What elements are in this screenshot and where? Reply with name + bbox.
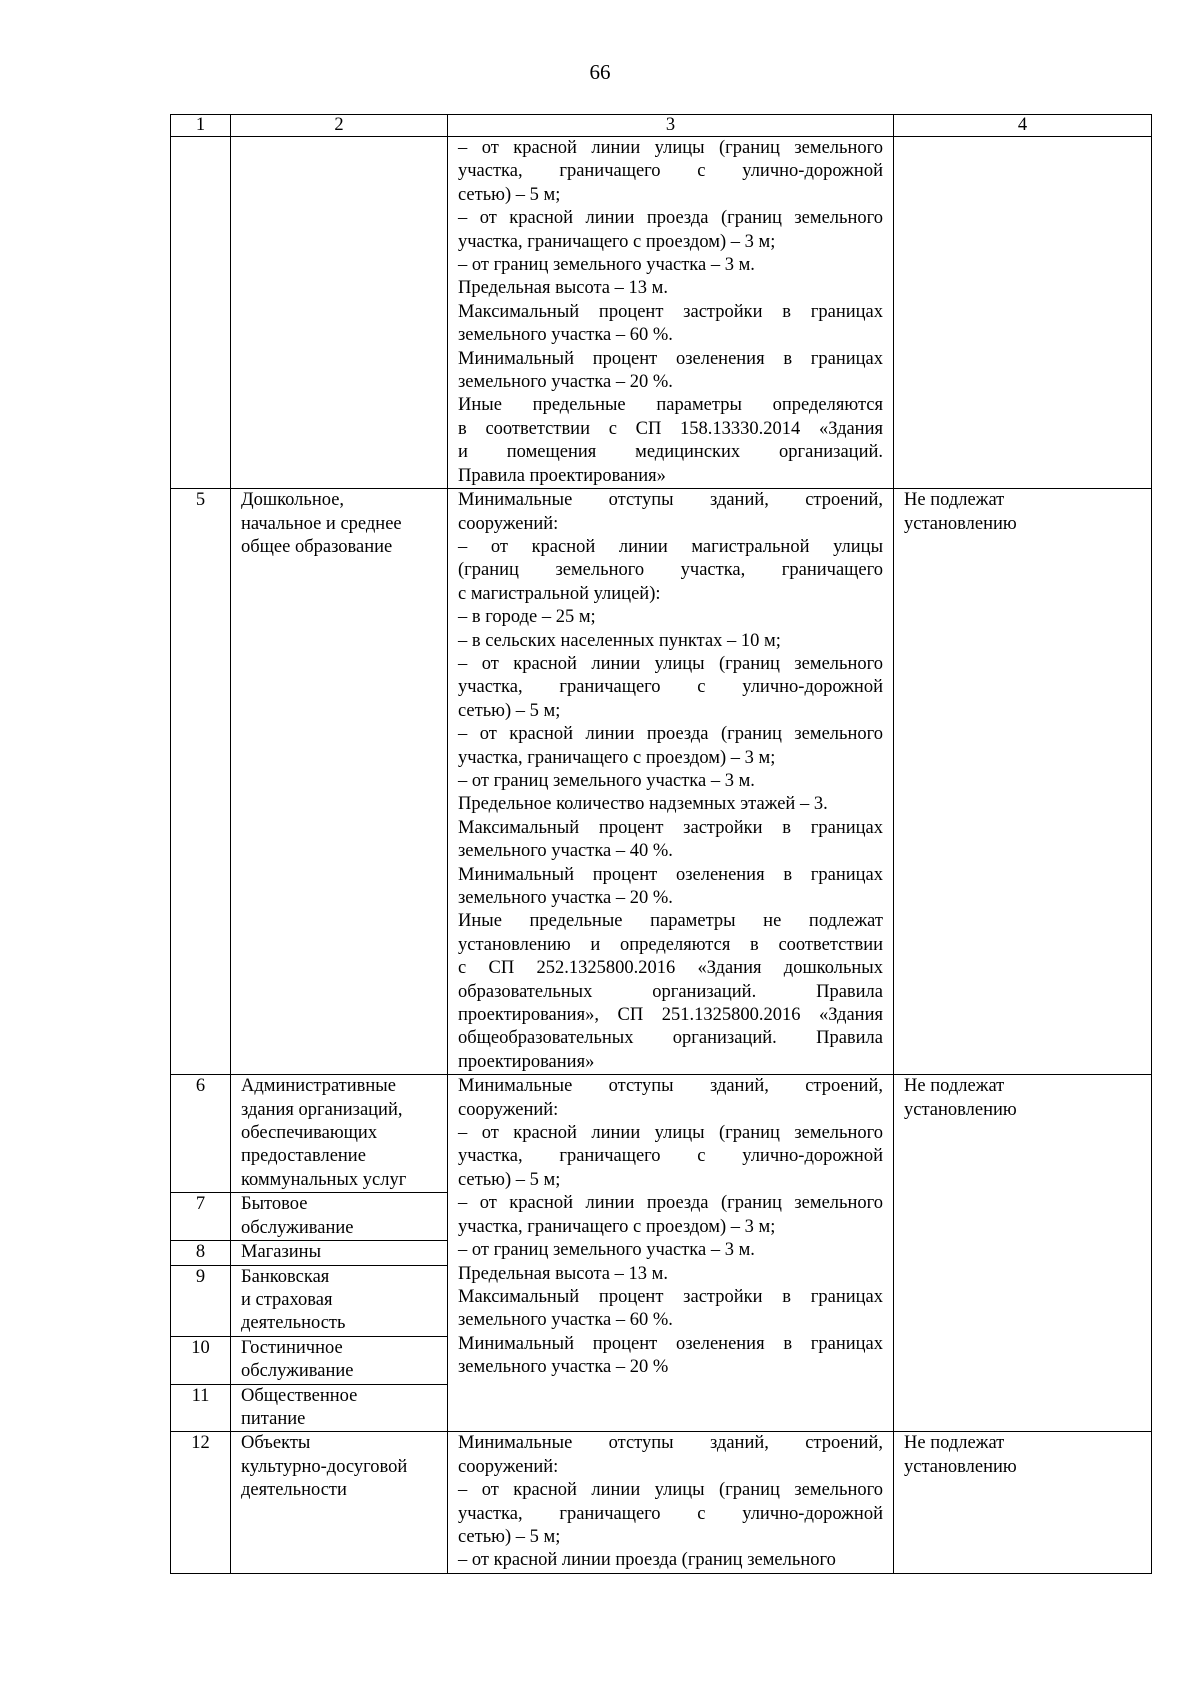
text-line: участка, граничащего с улично-дорожной [458,161,883,182]
text-line: земельного участка – 40 %. [458,841,673,862]
text-line: образовательных организаций. Правила [458,981,883,1002]
text-line: обеспечивающих [241,1123,378,1144]
text-line: с магистральной улицей): [458,583,661,604]
text-line: обслуживание [241,1217,354,1238]
row-name-cell [231,1432,448,1573]
column-header-1: 1 [171,115,231,137]
text-line: проектирования», СП 251.1325800.2016 «Здания [458,1005,883,1026]
text-line: – от красной линии улицы (границ земельного [458,1480,883,1501]
table-row-continuation [171,137,1152,489]
text-line: начальное и среднее [241,513,402,534]
group-note-cell [894,1075,1152,1432]
text-line: земельного участка – 60 %. [458,1310,673,1331]
text-line: – от красной линии улицы (границ земельного [458,653,883,674]
text-line: Не подлежат [904,1076,1005,1097]
row-note-cell [894,137,1152,489]
row-number-cell: 9 [171,1265,231,1336]
text-line: участка, граничащего с улично-дорожной [458,1146,883,1167]
text-line: Общественное [241,1385,358,1406]
text-line: – от границ земельного участка – 3 м. [458,770,755,791]
text-line: – от границ земельного участка – 3 м. [458,1240,755,1261]
text-line: – от красной линии проезда (границ земельного [458,724,883,745]
row-number-cell [171,137,231,489]
row-name-cell [231,1265,448,1336]
column-header-3: 3 [448,115,894,137]
column-header-4: 4 [894,115,1152,137]
text-line: Магазины [241,1242,321,1263]
text-line: земельного участка – 20 %. [458,372,673,393]
text-line: участка, граничащего с улично-дорожной [458,677,883,698]
text-line: Банковская [241,1266,330,1287]
text-line: – от красной линии проезда (границ земельного [458,1550,836,1571]
text-line: и помещения медицинских организаций. [458,442,883,463]
text-line: Максимальный процент застройки в границах [458,301,883,322]
text-line: с СП 252.1325800.2016 «Здания дошкольных [458,958,883,979]
text-line: Правила проектирования» [458,465,666,486]
text-line: сетью) – 5 м; [458,184,561,205]
text-line: Не подлежат [904,1433,1005,1454]
text-line: участка, граничащего с проездом) – 3 м; [458,231,776,252]
text-line: общеобразовательных организаций. Правила [458,1028,883,1049]
text-line: участка, граничащего с проездом) – 3 м; [458,747,776,768]
text-line: сетью) – 5 м; [458,1526,561,1547]
text-line: Минимальные отступы зданий, строений, [458,1076,883,1097]
text-line: Гостиничное [241,1337,343,1358]
text-line: и страховая [241,1289,333,1310]
text-line: (границ земельного участка, граничащего [458,560,883,581]
row-number-cell: 7 [171,1193,231,1241]
text-line: Иные предельные параметры не подлежат [458,911,883,932]
text-line: Бытовое [241,1194,308,1215]
table-row-6 [171,1075,1152,1193]
row-number-cell: 6 [171,1075,231,1193]
text-line: здания организаций, [241,1099,403,1120]
row-params-cell [448,1432,894,1573]
text-line: Минимальные отступы зданий, строений, [458,1433,883,1454]
row-number-cell: 11 [171,1384,231,1432]
table-row-5 [171,489,1152,1075]
text-line: деятельность [241,1313,346,1334]
text-line: Дошкольное, [241,490,345,511]
row-number-cell: 10 [171,1336,231,1384]
text-line: – в сельских населенных пунктах – 10 м; [458,630,781,651]
text-line: установлению [904,1099,1017,1120]
row-note-cell [894,489,1152,1075]
text-line: участка, граничащего с проездом) – 3 м; [458,1216,776,1237]
text-line: питание [241,1408,306,1429]
row-number-cell: 5 [171,489,231,1075]
text-line: – от красной линии улицы (границ земельного [458,1123,883,1144]
row-params-cell [448,137,894,489]
text-line: Минимальные отступы зданий, строений, [458,490,883,511]
column-header-2: 2 [231,115,448,137]
text-line: земельного участка – 20 %. [458,888,673,908]
text-line: Предельное количество надземных этажей – 3. [458,794,828,815]
text-line: – от границ земельного участка – 3 м. [458,255,755,276]
page-number: 66 [589,60,611,84]
text-line: Объекты [241,1433,311,1454]
row-name-cell [231,1075,448,1193]
text-line: установлению [904,513,1017,534]
table-row-12 [171,1432,1152,1573]
text-line: – в городе – 25 м; [458,607,596,628]
text-line: сооружений: [458,1099,559,1120]
group-params-cell [448,1075,894,1432]
text-line: Административные [241,1076,396,1097]
row-number-cell: 8 [171,1241,231,1265]
row-name-cell [231,489,448,1075]
text-line: коммунальных услуг [241,1169,407,1190]
text-line: установлению и определяются в соответствии [458,934,883,955]
regulations-table [170,114,1152,1574]
text-line: – от красной линии проезда (границ земельного [458,1193,883,1214]
row-number-cell: 12 [171,1432,231,1573]
text-line: установлению [904,1456,1017,1477]
text-line: обслуживание [241,1361,354,1382]
row-name-cell [231,1336,448,1384]
text-line: Предельная высота – 13 м. [458,278,668,299]
text-line: сооружений: [458,1456,559,1477]
text-line: сооружений: [458,513,559,534]
text-line: Предельная высота – 13 м. [458,1263,668,1284]
row-params-cell [448,489,894,1075]
text-line: земельного участка – 20 % [458,1357,669,1378]
text-line: – от красной линии магистральной улицы [458,536,883,557]
text-line: Максимальный процент застройки в границах [458,817,883,838]
text-line: Не подлежат [904,490,1005,511]
row-note-cell [894,1432,1152,1573]
text-line: культурно-досуговой [241,1456,408,1477]
text-line: Минимальный процент озеленения в границах [458,348,883,369]
text-line: Иные предельные параметры определяются [458,395,883,416]
text-line: Минимальный процент озеленения в границах [458,864,883,885]
text-line: общее образование [241,536,393,557]
text-line: предоставление [241,1146,366,1167]
text-line: участка, граничащего с улично-дорожной [458,1503,883,1524]
text-line: – от красной линии улицы (границ земельного [458,138,883,158]
row-name-cell [231,1193,448,1241]
row-name-cell [231,1241,448,1265]
row-name-cell [231,1384,448,1432]
text-line: Максимальный процент застройки в границах [458,1286,883,1307]
text-line: проектирования» [458,1051,595,1072]
table-header-row [171,115,1152,137]
text-line: земельного участка – 60 %. [458,325,673,346]
text-line: сетью) – 5 м; [458,1169,561,1190]
text-line: в соответствии с СП 158.13330.2014 «Здания [458,418,883,439]
text-line: сетью) – 5 м; [458,700,561,721]
text-line: деятельности [241,1480,347,1501]
row-name-cell [231,137,448,489]
text-line: – от красной линии проезда (границ земельного [458,208,883,229]
text-line: Минимальный процент озеленения в границах [458,1333,883,1354]
